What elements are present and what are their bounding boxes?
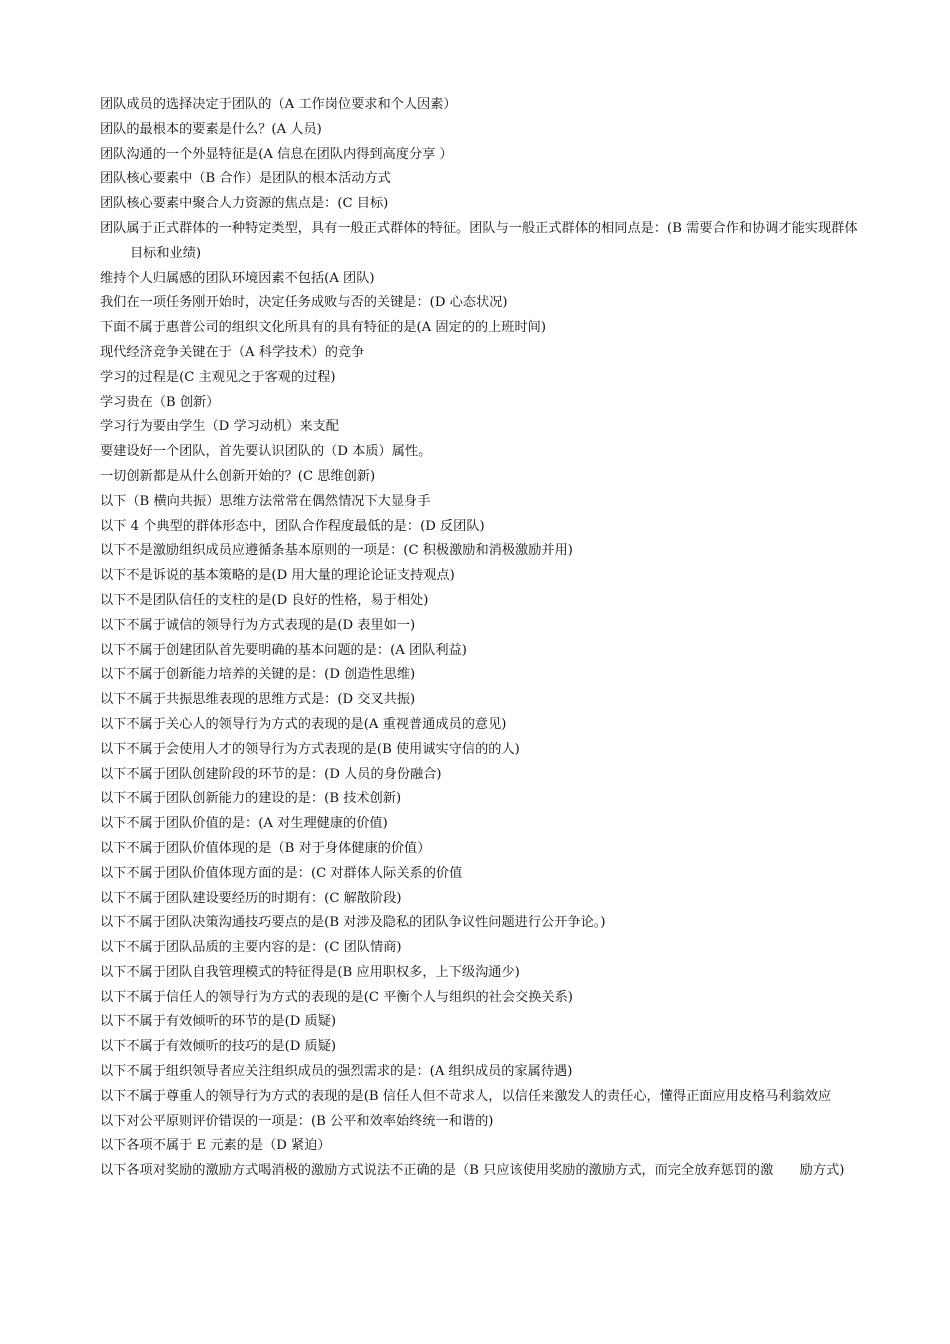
question-line-12: 学习贵在（B 创新） (100, 394, 220, 410)
question-line-36: 以下不属于信任人的领导行为方式的表现的是(C 平衡个人与组织的社会交换关系) (100, 989, 573, 1005)
question-line-8: 我们在一项任务刚开始时，决定任务成败与否的关键是：(D 心态状况) (100, 295, 508, 311)
question-line-37: 以下不属于有效倾听的环节的是(D 质疑) (100, 1014, 337, 1030)
question-list (100, 93, 865, 1184)
question-line-23: 以下不属于创新能力培养的关键的是：(D 创造性思维) (100, 667, 416, 683)
question-line-33: 以下不属于团队决策沟通技巧要点的是(B 对涉及隐私的团队争议性问题进行公开争论。) (100, 915, 606, 931)
question-line-16: 以下（B 横向共振）思维方法常常在偶然情况下大显身手 (100, 493, 431, 509)
question-line-38: 以下不属于有效倾听的技巧的是(D 质疑) (100, 1039, 337, 1055)
question-line-28: 以下不属于团队创新能力的建设的是：(B 技术创新) (100, 791, 402, 807)
question-line-6: 团队属于正式群体的一种特定类型，具有一般正式群体的特征。团队与一般正式群体的相同点是：(B 需要合作和协调才能实现群体目标和业绩) (100, 220, 858, 261)
question-line-27: 以下不属于团队创建阶段的环节的是：(D 人员的身份融合) (100, 766, 442, 782)
question-line-11: 学习的过程是(C 主观见之于客观的过程) (100, 369, 336, 385)
question-line-18: 以下不是激励组织成员应遵循条基本原则的一项是：(C 积极激励和消极激励并用) (100, 543, 573, 559)
question-line-9: 下面不属于惠普公司的组织文化所具有的具有特征的是(A 固定的的上班时间) (100, 320, 547, 336)
question-line-31: 以下不属于团队价值体现方面的是：(C 对群体人际关系的价值 (100, 865, 463, 881)
question-line-25: 以下不属于关心人的领导行为方式的表现的是(A 重视普通成员的意见) (100, 716, 507, 732)
question-line-21: 以下不属于诚信的领导行为方式表现的是(D 表里如一) (100, 617, 416, 633)
question-line-4: 团队核心要素中（B 合作）是团队的根本活动方式 (100, 171, 391, 187)
question-line-39: 以下不属于组织领导者应关注组织成员的强烈需求的是：(A 组织成员的家属待遇) (100, 1064, 573, 1080)
question-line-30: 以下不属于团队价值体现的是（B 对于身体健康的价值） (100, 840, 431, 856)
question-line-35: 以下不属于团队自我管理模式的特征得是(B 应用职权多，上下级沟通少) (100, 964, 520, 980)
question-line-19: 以下不是诉说的基本策略的是(D 用大量的理论论证支持观点) (100, 568, 455, 584)
question-line-42: 以下各项不属于 E 元素的是（D 紧迫） (100, 1138, 331, 1154)
question-line-17: 以下 4 个典型的群体形态中，团队合作程度最低的是：(D 反团队) (100, 518, 485, 534)
question-line-34: 以下不属于团队品质的主要内容的是：(C 团队情商) (100, 940, 402, 956)
question-line-32: 以下不属于团队建设要经历的时期有：(C 解散阶段) (100, 890, 402, 906)
question-line-24: 以下不属于共振思维表现的思维方式是：(D 交叉共振) (100, 692, 416, 708)
question-line-7: 维持个人归属感的团队环境因素不包括(A 团队) (100, 270, 375, 286)
question-line-5: 团队核心要素中聚合人力资源的焦点是：(C 目标) (100, 196, 389, 212)
question-line-3: 团队沟通的一个外显特征是(A 信息在团队内得到高度分享 ） (100, 146, 453, 162)
question-line-14: 要建设好一个团队，首先要认识团队的（D 本质）属性。 (100, 444, 432, 460)
question-line-41: 以下对公平原则评价错误的一项是：(B 公平和效率始终统一和谐的) (100, 1113, 494, 1129)
question-line-22: 以下不属于创建团队首先要明确的基本问题的是：(A 团队利益) (100, 642, 467, 658)
question-line-13: 学习行为要由学生（D 学习动机）来支配 (100, 419, 339, 435)
question-line-1: 团队成员的选择决定于团队的（A 工作岗位要求和个人因素） (100, 97, 457, 112)
question-line-15: 一切创新都是从什么创新开始的？(C 思维创新) (100, 468, 376, 484)
question-line-10: 现代经济竞争关键在于（A 科学技术）的竞争 (100, 344, 365, 360)
question-line-43: 以下各项对奖励的激励方式喝消极的激励方式说法不正确的是（B 只应该使用奖励的激励方式，而完全放弃惩罚的激 励方式) (100, 1163, 845, 1179)
question-line-2: 团队的最根本的要素是什么？(A 人员) (100, 121, 322, 137)
question-line-20: 以下不是团队信任的支柱的是(D 良好的性格，易于相处) (100, 592, 429, 608)
question-line-26: 以下不属于会使用人才的领导行为方式表现的是(B 使用诚实守信的的人) (100, 741, 520, 757)
question-line-40: 以下不属于尊重人的领导行为方式的表现的是(B 信任人但不苛求人，以信任来激发人的责任心，懂得正面应用皮格马利翁效应 (100, 1088, 832, 1104)
question-line-29: 以下不属于团队价值的是：(A 对生理健康的价值) (100, 816, 388, 832)
